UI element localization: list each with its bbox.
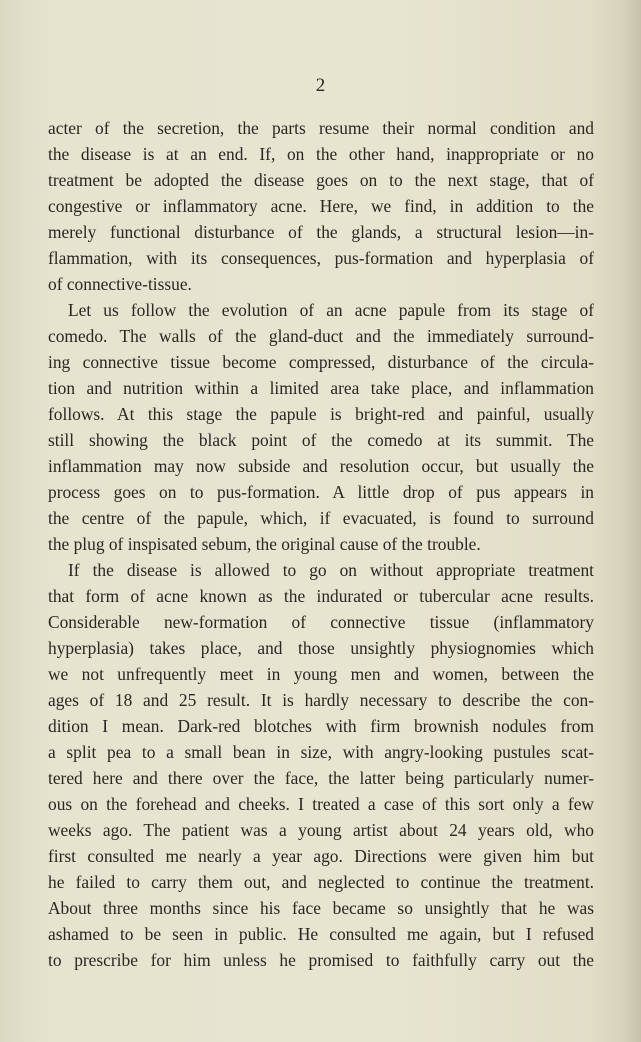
text-line: congestive or inflammatory acne. Here, we find, in addition to the [48, 196, 594, 216]
text-line: to prescribe for him unless he promised to faithfully carry out the [48, 950, 594, 970]
text-line: hyperplasia) takes place, and those unsightly physiognomies which [48, 638, 594, 658]
text-line: weeks ago. The patient was a young artist about 24 years old, who [48, 820, 594, 840]
text-line: dition I mean. Dark-red blotches with firm brownish nodules from [48, 716, 594, 736]
text-line: we not unfrequently meet in young men and women, between the [48, 664, 594, 684]
text-line: Considerable new-formation of connective tissue (inflammatory [48, 612, 594, 632]
text-line: ing connective tissue become compressed, disturbance of the circula- [48, 352, 594, 372]
text-line: follows. At this stage the papule is bright-red and painful, usually [48, 404, 594, 424]
page-edge-shadow [623, 0, 641, 1042]
text-line: the plug of inspisated sebum, the original cause of the trouble. [48, 534, 481, 554]
body-text [48, 115, 594, 973]
text-line: still showing the black point of the comedo at its summit. The [48, 430, 594, 450]
text-line: that form of acne known as the indurated or tubercular acne results. [48, 586, 594, 606]
text-line: comedo. The walls of the gland-duct and the immediately surround- [48, 326, 594, 346]
text-line: he failed to carry them out, and neglected to continue the treatment. [48, 872, 594, 892]
text-line: tion and nutrition within a limited area take place, and inflammation [48, 378, 594, 398]
text-line: a split pea to a small bean in size, with angry-looking pustules scat- [48, 742, 594, 762]
text-line: acter of the secretion, the parts resume their normal condition and [48, 118, 594, 138]
text-line: of connective-tissue. [48, 274, 192, 294]
text-line: merely functional disturbance of the glands, a structural lesion—in- [48, 222, 594, 242]
text-line: flammation, with its consequences, pus-formation and hyperplasia of [48, 248, 594, 268]
text-line: ages of 18 and 25 result. It is hardly necessary to describe the con- [48, 690, 594, 710]
text-line: the disease is at an end. If, on the other hand, inappropriate or no [48, 144, 594, 164]
text-line: process goes on to pus-formation. A little drop of pus appears in [48, 482, 594, 502]
text-line: the centre of the papule, which, if evacuated, is found to surround [48, 508, 594, 528]
text-line: inflammation may now subside and resolution occur, but usually the [48, 456, 594, 476]
text-line: If the disease is allowed to go on without appropriate treatment [68, 560, 594, 580]
text-line: tered here and there over the face, the latter being particularly numer- [48, 768, 594, 788]
page-number: 2 [315, 75, 326, 96]
text-line: treatment be adopted the disease goes on to the next stage, that of [48, 170, 594, 190]
text-line: ous on the forehead and cheeks. I treated a case of this sort only a few [48, 794, 594, 814]
text-line: ashamed to be seen in public. He consulted me again, but I refused [48, 924, 594, 944]
text-line: first consulted me nearly a year ago. Directions were given him but [48, 846, 594, 866]
text-line: Let us follow the evolution of an acne papule from its stage of [68, 300, 594, 320]
text-line: About three months since his face became so unsightly that he was [48, 898, 594, 918]
